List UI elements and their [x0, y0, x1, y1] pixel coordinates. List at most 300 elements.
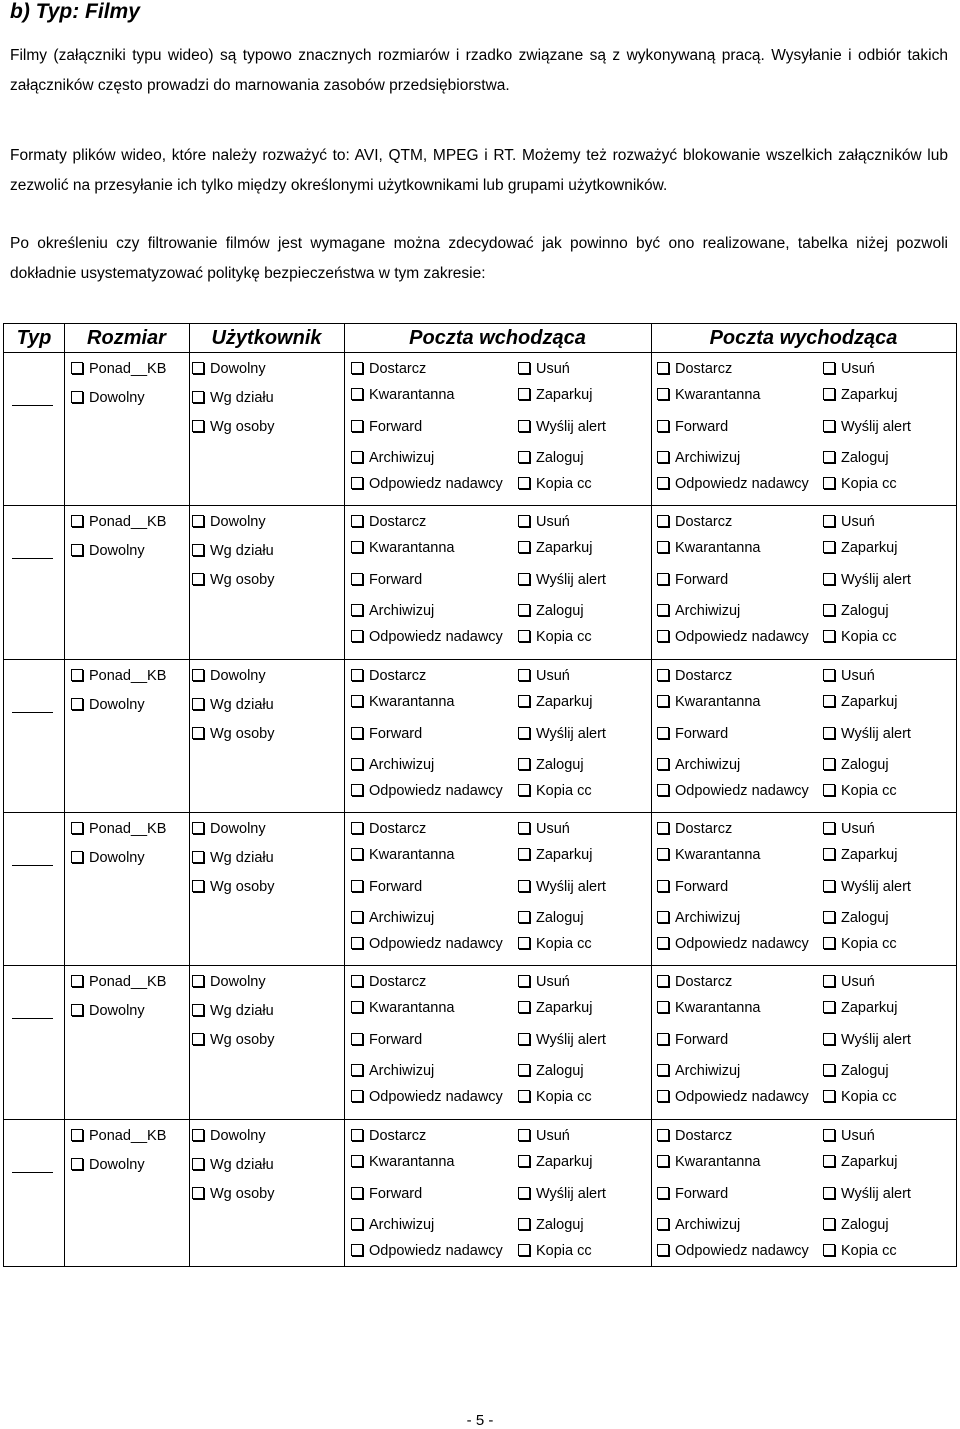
outgoing-option[interactable]	[823, 846, 897, 864]
checkbox-icon[interactable]	[351, 630, 363, 642]
checkbox-icon[interactable]	[657, 937, 669, 949]
checkbox-icon[interactable]	[192, 669, 204, 681]
incoming-option[interactable]	[518, 1153, 592, 1171]
uzytkownik-option[interactable]	[192, 571, 274, 589]
incoming-option[interactable]	[518, 820, 570, 838]
checkbox-icon[interactable]	[71, 851, 83, 863]
incoming-option[interactable]	[518, 571, 606, 589]
incoming-option[interactable]	[518, 418, 606, 436]
checkbox-icon[interactable]	[518, 911, 530, 923]
checkbox-icon[interactable]	[657, 1187, 669, 1199]
incoming-option[interactable]	[351, 878, 422, 896]
checkbox-icon[interactable]	[823, 477, 835, 489]
outgoing-option[interactable]	[823, 909, 889, 927]
uzytkownik-option[interactable]	[192, 725, 274, 743]
incoming-option[interactable]	[351, 725, 422, 743]
checkbox-icon[interactable]	[518, 1033, 530, 1045]
outgoing-option[interactable]	[823, 693, 897, 711]
checkbox-icon[interactable]	[823, 451, 835, 463]
incoming-option[interactable]	[518, 602, 584, 620]
incoming-option[interactable]	[351, 693, 454, 711]
checkbox-icon[interactable]	[71, 698, 83, 710]
checkbox-icon[interactable]	[823, 1033, 835, 1045]
uzytkownik-option[interactable]	[192, 973, 266, 991]
checkbox-icon[interactable]	[351, 695, 363, 707]
checkbox-icon[interactable]	[518, 937, 530, 949]
checkbox-icon[interactable]	[657, 695, 669, 707]
outgoing-option[interactable]	[823, 1242, 897, 1260]
incoming-option[interactable]	[351, 756, 434, 774]
incoming-option[interactable]	[351, 1127, 426, 1145]
outgoing-option[interactable]	[657, 756, 740, 774]
uzytkownik-option[interactable]	[192, 418, 274, 436]
checkbox-icon[interactable]	[518, 975, 530, 987]
uzytkownik-option[interactable]	[192, 1156, 274, 1174]
rozmiar-option[interactable]	[71, 389, 145, 407]
checkbox-icon[interactable]	[823, 1090, 835, 1102]
checkbox-icon[interactable]	[657, 604, 669, 616]
checkbox-icon[interactable]	[823, 669, 835, 681]
checkbox-icon[interactable]	[823, 1155, 835, 1167]
checkbox-icon[interactable]	[192, 698, 204, 710]
incoming-option[interactable]	[351, 1031, 422, 1049]
checkbox-icon[interactable]	[518, 477, 530, 489]
typ-blank-line[interactable]	[12, 1172, 53, 1173]
checkbox-icon[interactable]	[657, 1064, 669, 1076]
checkbox-icon[interactable]	[823, 880, 835, 892]
uzytkownik-option[interactable]	[192, 696, 274, 714]
incoming-option[interactable]	[518, 1088, 592, 1106]
outgoing-option[interactable]	[823, 1088, 897, 1106]
checkbox-icon[interactable]	[657, 880, 669, 892]
rozmiar-option[interactable]	[71, 667, 166, 685]
incoming-option[interactable]	[351, 449, 434, 467]
checkbox-icon[interactable]	[518, 1090, 530, 1102]
outgoing-option[interactable]	[657, 725, 728, 743]
checkbox-icon[interactable]	[823, 822, 835, 834]
checkbox-icon[interactable]	[351, 451, 363, 463]
checkbox-icon[interactable]	[192, 362, 204, 374]
uzytkownik-option[interactable]	[192, 542, 274, 560]
checkbox-icon[interactable]	[657, 1001, 669, 1013]
rozmiar-option[interactable]	[71, 513, 166, 531]
checkbox-icon[interactable]	[657, 822, 669, 834]
checkbox-icon[interactable]	[657, 727, 669, 739]
outgoing-option[interactable]	[657, 999, 760, 1017]
outgoing-option[interactable]	[657, 1031, 728, 1049]
rozmiar-option[interactable]	[71, 696, 145, 714]
uzytkownik-option[interactable]	[192, 360, 266, 378]
checkbox-icon[interactable]	[351, 911, 363, 923]
checkbox-icon[interactable]	[192, 1004, 204, 1016]
outgoing-option[interactable]	[657, 571, 728, 589]
incoming-option[interactable]	[518, 1185, 606, 1203]
checkbox-icon[interactable]	[823, 420, 835, 432]
checkbox-icon[interactable]	[823, 937, 835, 949]
typ-blank-line[interactable]	[12, 1018, 53, 1019]
incoming-option[interactable]	[351, 999, 454, 1017]
outgoing-option[interactable]	[823, 1031, 911, 1049]
uzytkownik-option[interactable]	[192, 878, 274, 896]
incoming-option[interactable]	[518, 539, 592, 557]
typ-blank-line[interactable]	[12, 712, 53, 713]
checkbox-icon[interactable]	[657, 784, 669, 796]
checkbox-icon[interactable]	[823, 604, 835, 616]
incoming-option[interactable]	[518, 1127, 570, 1145]
uzytkownik-option[interactable]	[192, 849, 274, 867]
checkbox-icon[interactable]	[192, 391, 204, 403]
checkbox-icon[interactable]	[657, 1090, 669, 1102]
checkbox-icon[interactable]	[351, 1001, 363, 1013]
checkbox-icon[interactable]	[657, 630, 669, 642]
incoming-option[interactable]	[518, 667, 570, 685]
outgoing-option[interactable]	[823, 602, 889, 620]
checkbox-icon[interactable]	[823, 911, 835, 923]
checkbox-icon[interactable]	[657, 669, 669, 681]
checkbox-icon[interactable]	[518, 1244, 530, 1256]
incoming-option[interactable]	[351, 1242, 503, 1260]
checkbox-icon[interactable]	[192, 544, 204, 556]
outgoing-option[interactable]	[657, 878, 728, 896]
checkbox-icon[interactable]	[657, 1244, 669, 1256]
incoming-option[interactable]	[351, 418, 422, 436]
outgoing-option[interactable]	[823, 878, 911, 896]
outgoing-option[interactable]	[657, 628, 809, 646]
checkbox-icon[interactable]	[518, 515, 530, 527]
checkbox-icon[interactable]	[518, 451, 530, 463]
checkbox-icon[interactable]	[351, 848, 363, 860]
checkbox-icon[interactable]	[657, 541, 669, 553]
checkbox-icon[interactable]	[518, 1064, 530, 1076]
outgoing-option[interactable]	[657, 782, 809, 800]
outgoing-option[interactable]	[657, 1153, 760, 1171]
checkbox-icon[interactable]	[351, 604, 363, 616]
outgoing-option[interactable]	[657, 1185, 728, 1203]
checkbox-icon[interactable]	[518, 822, 530, 834]
checkbox-icon[interactable]	[823, 362, 835, 374]
rozmiar-option[interactable]	[71, 973, 166, 991]
checkbox-icon[interactable]	[192, 975, 204, 987]
rozmiar-option[interactable]	[71, 849, 145, 867]
checkbox-icon[interactable]	[657, 848, 669, 860]
checkbox-icon[interactable]	[351, 880, 363, 892]
checkbox-icon[interactable]	[192, 1158, 204, 1170]
outgoing-option[interactable]	[823, 756, 889, 774]
outgoing-option[interactable]	[657, 418, 728, 436]
checkbox-icon[interactable]	[518, 880, 530, 892]
incoming-option[interactable]	[518, 1031, 606, 1049]
outgoing-option[interactable]	[823, 475, 897, 493]
checkbox-icon[interactable]	[657, 911, 669, 923]
incoming-option[interactable]	[351, 846, 454, 864]
checkbox-icon[interactable]	[823, 1064, 835, 1076]
incoming-option[interactable]	[518, 973, 570, 991]
uzytkownik-option[interactable]	[192, 820, 266, 838]
checkbox-icon[interactable]	[71, 975, 83, 987]
outgoing-option[interactable]	[823, 449, 889, 467]
checkbox-icon[interactable]	[351, 1187, 363, 1199]
outgoing-option[interactable]	[823, 1216, 889, 1234]
incoming-option[interactable]	[518, 513, 570, 531]
checkbox-icon[interactable]	[518, 1001, 530, 1013]
incoming-option[interactable]	[351, 475, 503, 493]
checkbox-icon[interactable]	[351, 573, 363, 585]
checkbox-icon[interactable]	[657, 1129, 669, 1141]
checkbox-icon[interactable]	[518, 1187, 530, 1199]
rozmiar-option[interactable]	[71, 1156, 145, 1174]
checkbox-icon[interactable]	[518, 541, 530, 553]
incoming-option[interactable]	[351, 513, 426, 531]
checkbox-icon[interactable]	[823, 1187, 835, 1199]
checkbox-icon[interactable]	[351, 727, 363, 739]
rozmiar-option[interactable]	[71, 542, 145, 560]
checkbox-icon[interactable]	[192, 851, 204, 863]
checkbox-icon[interactable]	[518, 604, 530, 616]
checkbox-icon[interactable]	[351, 1064, 363, 1076]
incoming-option[interactable]	[351, 909, 434, 927]
incoming-option[interactable]	[518, 1216, 584, 1234]
incoming-option[interactable]	[518, 878, 606, 896]
incoming-option[interactable]	[351, 1153, 454, 1171]
rozmiar-option[interactable]	[71, 1127, 166, 1145]
outgoing-option[interactable]	[657, 1216, 740, 1234]
checkbox-icon[interactable]	[351, 1155, 363, 1167]
checkbox-icon[interactable]	[518, 420, 530, 432]
checkbox-icon[interactable]	[351, 669, 363, 681]
outgoing-option[interactable]	[823, 386, 897, 404]
checkbox-icon[interactable]	[657, 1155, 669, 1167]
outgoing-option[interactable]	[657, 846, 760, 864]
checkbox-icon[interactable]	[351, 477, 363, 489]
checkbox-icon[interactable]	[657, 758, 669, 770]
checkbox-icon[interactable]	[71, 822, 83, 834]
checkbox-icon[interactable]	[192, 1187, 204, 1199]
incoming-option[interactable]	[351, 539, 454, 557]
incoming-option[interactable]	[351, 973, 426, 991]
outgoing-option[interactable]	[823, 1185, 911, 1203]
outgoing-option[interactable]	[657, 1062, 740, 1080]
checkbox-icon[interactable]	[823, 784, 835, 796]
checkbox-icon[interactable]	[351, 1129, 363, 1141]
outgoing-option[interactable]	[823, 667, 875, 685]
incoming-option[interactable]	[518, 1062, 584, 1080]
checkbox-icon[interactable]	[823, 573, 835, 585]
checkbox-icon[interactable]	[823, 630, 835, 642]
outgoing-option[interactable]	[823, 360, 875, 378]
outgoing-option[interactable]	[657, 602, 740, 620]
checkbox-icon[interactable]	[351, 420, 363, 432]
incoming-option[interactable]	[351, 360, 426, 378]
incoming-option[interactable]	[518, 693, 592, 711]
incoming-option[interactable]	[351, 782, 503, 800]
checkbox-icon[interactable]	[351, 758, 363, 770]
incoming-option[interactable]	[351, 820, 426, 838]
incoming-option[interactable]	[351, 1185, 422, 1203]
typ-blank-line[interactable]	[12, 865, 53, 866]
checkbox-icon[interactable]	[351, 388, 363, 400]
uzytkownik-option[interactable]	[192, 1002, 274, 1020]
uzytkownik-option[interactable]	[192, 389, 274, 407]
outgoing-option[interactable]	[657, 475, 809, 493]
checkbox-icon[interactable]	[192, 420, 204, 432]
incoming-option[interactable]	[351, 571, 422, 589]
checkbox-icon[interactable]	[71, 544, 83, 556]
checkbox-icon[interactable]	[657, 388, 669, 400]
typ-blank-line[interactable]	[12, 558, 53, 559]
checkbox-icon[interactable]	[823, 758, 835, 770]
checkbox-icon[interactable]	[71, 391, 83, 403]
checkbox-icon[interactable]	[192, 727, 204, 739]
outgoing-option[interactable]	[823, 1062, 889, 1080]
checkbox-icon[interactable]	[351, 822, 363, 834]
checkbox-icon[interactable]	[657, 1033, 669, 1045]
checkbox-icon[interactable]	[657, 451, 669, 463]
incoming-option[interactable]	[518, 386, 592, 404]
incoming-option[interactable]	[518, 628, 592, 646]
outgoing-option[interactable]	[657, 539, 760, 557]
checkbox-icon[interactable]	[518, 388, 530, 400]
checkbox-icon[interactable]	[823, 1001, 835, 1013]
outgoing-option[interactable]	[823, 935, 897, 953]
checkbox-icon[interactable]	[657, 515, 669, 527]
checkbox-icon[interactable]	[351, 1244, 363, 1256]
checkbox-icon[interactable]	[71, 1158, 83, 1170]
outgoing-option[interactable]	[823, 782, 897, 800]
uzytkownik-option[interactable]	[192, 513, 266, 531]
checkbox-icon[interactable]	[518, 630, 530, 642]
checkbox-icon[interactable]	[518, 784, 530, 796]
incoming-option[interactable]	[351, 1088, 503, 1106]
checkbox-icon[interactable]	[823, 727, 835, 739]
checkbox-icon[interactable]	[71, 669, 83, 681]
checkbox-icon[interactable]	[351, 937, 363, 949]
outgoing-option[interactable]	[657, 1088, 809, 1106]
checkbox-icon[interactable]	[823, 515, 835, 527]
checkbox-icon[interactable]	[823, 541, 835, 553]
outgoing-option[interactable]	[657, 1127, 732, 1145]
checkbox-icon[interactable]	[518, 695, 530, 707]
checkbox-icon[interactable]	[71, 515, 83, 527]
checkbox-icon[interactable]	[518, 1129, 530, 1141]
outgoing-option[interactable]	[657, 513, 732, 531]
checkbox-icon[interactable]	[351, 1033, 363, 1045]
outgoing-option[interactable]	[823, 1127, 875, 1145]
incoming-option[interactable]	[518, 756, 584, 774]
checkbox-icon[interactable]	[657, 420, 669, 432]
uzytkownik-option[interactable]	[192, 1127, 266, 1145]
checkbox-icon[interactable]	[518, 758, 530, 770]
checkbox-icon[interactable]	[518, 848, 530, 860]
rozmiar-option[interactable]	[71, 820, 166, 838]
incoming-option[interactable]	[518, 782, 592, 800]
checkbox-icon[interactable]	[823, 1244, 835, 1256]
outgoing-option[interactable]	[657, 935, 809, 953]
outgoing-option[interactable]	[657, 693, 760, 711]
checkbox-icon[interactable]	[823, 975, 835, 987]
checkbox-icon[interactable]	[518, 727, 530, 739]
incoming-option[interactable]	[518, 475, 592, 493]
uzytkownik-option[interactable]	[192, 1031, 274, 1049]
incoming-option[interactable]	[351, 935, 503, 953]
checkbox-icon[interactable]	[351, 362, 363, 374]
checkbox-icon[interactable]	[823, 388, 835, 400]
incoming-option[interactable]	[351, 628, 503, 646]
outgoing-option[interactable]	[823, 973, 875, 991]
incoming-option[interactable]	[351, 386, 454, 404]
outgoing-option[interactable]	[657, 667, 732, 685]
typ-blank-line[interactable]	[12, 405, 53, 406]
checkbox-icon[interactable]	[71, 1004, 83, 1016]
outgoing-option[interactable]	[823, 628, 897, 646]
incoming-option[interactable]	[518, 909, 584, 927]
checkbox-icon[interactable]	[657, 477, 669, 489]
incoming-option[interactable]	[351, 1216, 434, 1234]
checkbox-icon[interactable]	[518, 669, 530, 681]
checkbox-icon[interactable]	[657, 362, 669, 374]
checkbox-icon[interactable]	[823, 695, 835, 707]
checkbox-icon[interactable]	[823, 1129, 835, 1141]
incoming-option[interactable]	[518, 846, 592, 864]
incoming-option[interactable]	[518, 725, 606, 743]
checkbox-icon[interactable]	[823, 848, 835, 860]
uzytkownik-option[interactable]	[192, 667, 266, 685]
checkbox-icon[interactable]	[518, 1155, 530, 1167]
outgoing-option[interactable]	[657, 973, 732, 991]
uzytkownik-option[interactable]	[192, 1185, 274, 1203]
outgoing-option[interactable]	[657, 909, 740, 927]
checkbox-icon[interactable]	[657, 573, 669, 585]
incoming-option[interactable]	[518, 1242, 592, 1260]
outgoing-option[interactable]	[823, 725, 911, 743]
checkbox-icon[interactable]	[351, 975, 363, 987]
outgoing-option[interactable]	[657, 360, 732, 378]
checkbox-icon[interactable]	[351, 1218, 363, 1230]
outgoing-option[interactable]	[823, 539, 897, 557]
checkbox-icon[interactable]	[351, 784, 363, 796]
outgoing-option[interactable]	[823, 571, 911, 589]
incoming-option[interactable]	[518, 935, 592, 953]
outgoing-option[interactable]	[823, 820, 875, 838]
checkbox-icon[interactable]	[657, 1218, 669, 1230]
incoming-option[interactable]	[518, 999, 592, 1017]
incoming-option[interactable]	[518, 449, 584, 467]
checkbox-icon[interactable]	[192, 880, 204, 892]
checkbox-icon[interactable]	[192, 573, 204, 585]
outgoing-option[interactable]	[823, 513, 875, 531]
incoming-option[interactable]	[351, 1062, 434, 1080]
checkbox-icon[interactable]	[192, 515, 204, 527]
checkbox-icon[interactable]	[192, 822, 204, 834]
outgoing-option[interactable]	[657, 449, 740, 467]
outgoing-option[interactable]	[823, 1153, 897, 1171]
checkbox-icon[interactable]	[192, 1129, 204, 1141]
checkbox-icon[interactable]	[823, 1218, 835, 1230]
incoming-option[interactable]	[518, 360, 570, 378]
rozmiar-option[interactable]	[71, 360, 166, 378]
checkbox-icon[interactable]	[518, 362, 530, 374]
outgoing-option[interactable]	[657, 386, 760, 404]
checkbox-icon[interactable]	[351, 1090, 363, 1102]
incoming-option[interactable]	[351, 602, 434, 620]
outgoing-option[interactable]	[657, 820, 732, 838]
checkbox-icon[interactable]	[71, 362, 83, 374]
checkbox-icon[interactable]	[518, 1218, 530, 1230]
checkbox-icon[interactable]	[351, 515, 363, 527]
checkbox-icon[interactable]	[518, 573, 530, 585]
outgoing-option[interactable]	[657, 1242, 809, 1260]
outgoing-option[interactable]	[823, 418, 911, 436]
rozmiar-option[interactable]	[71, 1002, 145, 1020]
